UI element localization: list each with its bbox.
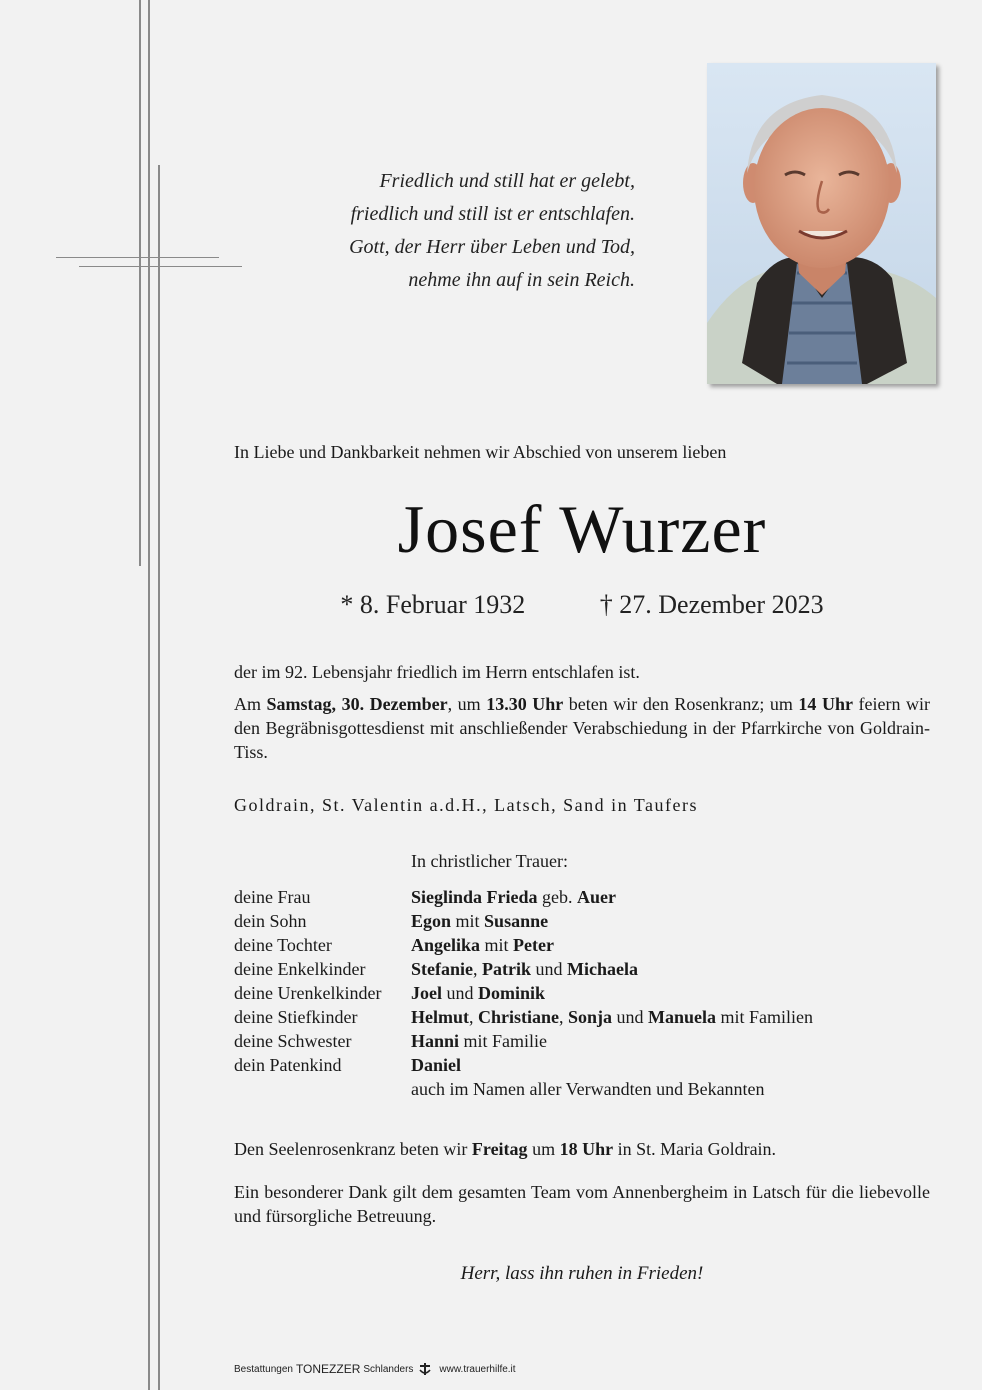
relative-names: Joel und Dominik — [411, 983, 546, 1003]
border-line-left — [139, 0, 141, 566]
relative-row — [234, 909, 813, 933]
relative-names: auch im Namen aller Verwandten und Bekannten — [411, 1079, 765, 1099]
relative-row — [234, 1029, 813, 1053]
relative-names: Angelika mit Peter — [411, 935, 554, 955]
relative-row — [234, 933, 813, 957]
relative-row — [234, 981, 813, 1005]
relative-label: deine Tochter — [234, 935, 332, 955]
closing-prayer: Herr, lass ihn ruhen in Frieden! — [460, 1263, 704, 1284]
relative-label: deine Schwester — [234, 1031, 352, 1051]
relative-names: Egon mit Susanne — [411, 911, 549, 931]
relative-row — [234, 1053, 813, 1077]
mourning-heading: In christlicher Trauer: — [411, 851, 568, 871]
thanks-paragraph: Ein besonderer Dank gilt dem gesamten Team vom Annenbergheim in Latsch für die liebevolle und fürsorgliche Betreuung. — [234, 1182, 930, 1226]
poem-line: Gott, der Herr über Leben und Tod, — [349, 236, 635, 258]
relative-row — [234, 957, 813, 981]
relative-label: deine Frau — [234, 887, 311, 907]
footer-town: Schlanders — [363, 1363, 414, 1375]
deceased-name: Josef Wurzer — [397, 491, 767, 567]
relative-row — [234, 1077, 813, 1101]
relative-label: deine Stiefkinder — [234, 1007, 358, 1027]
border-line-right — [148, 0, 150, 1390]
service-paragraph: Am Samstag, 30. Dezember, um 13.30 Uhr beten wir den Rosenkranz; um 14 Uhr feiern wir den Begräbnisgottesdienst mit anschließender Verabschiedung in der Pfarrkirche von Goldrain-Tiss. — [234, 694, 931, 762]
places-line: Goldrain, St. Valentin a.d.H., Latsch, Sand in Taufers — [234, 795, 699, 815]
life-dates — [234, 590, 930, 620]
trauerhilfe-logo-icon — [417, 1362, 433, 1376]
relatives-list — [234, 885, 813, 1101]
portrait-photo — [707, 63, 936, 384]
relative-row — [234, 885, 813, 909]
intro-text: In Liebe und Dankbarkeit nehmen wir Abschied von unserem lieben — [234, 442, 727, 462]
relative-names: Hanni mit Familie — [411, 1031, 548, 1051]
relative-label: dein Sohn — [234, 911, 307, 931]
birth-date: * 8. Februar 1932 — [340, 590, 526, 619]
relative-row — [234, 1005, 813, 1029]
relative-label: deine Enkelkinder — [234, 959, 366, 979]
relative-label: dein Patenkind — [234, 1055, 342, 1075]
poem-line: friedlich und still ist er entschlafen. — [350, 203, 635, 225]
relative-names: Stefanie, Patrik und Michaela — [411, 959, 638, 979]
death-date: † 27. Dezember 2023 — [599, 590, 824, 619]
relative-label: deine Urenkelkinder — [234, 983, 382, 1003]
poem-line: nehme ihn auf in sein Reich. — [408, 269, 635, 291]
footer-prefix: Bestattungen — [234, 1363, 293, 1375]
relative-label — [234, 1077, 411, 1101]
footer-url[interactable]: www.trauerhilfe.it — [439, 1363, 516, 1375]
poem-line: Friedlich und still hat er gelebt, — [379, 170, 635, 192]
age-line: der im 92. Lebensjahr friedlich im Herrn entschlafen ist. — [234, 662, 640, 682]
relative-names: Helmut, Christiane, Sonja und Manuela mit Familien — [411, 1007, 814, 1027]
footer — [234, 1362, 516, 1376]
footer-brand: TONEZZER — [295, 1362, 361, 1376]
rosary-paragraph: Den Seelenrosenkranz beten wir Freitag um 18 Uhr in St. Maria Goldrain. — [234, 1139, 777, 1159]
relative-names: Sieglinda Frieda geb. Auer — [411, 887, 617, 907]
relative-names: Daniel — [411, 1055, 462, 1075]
poem — [300, 165, 635, 297]
